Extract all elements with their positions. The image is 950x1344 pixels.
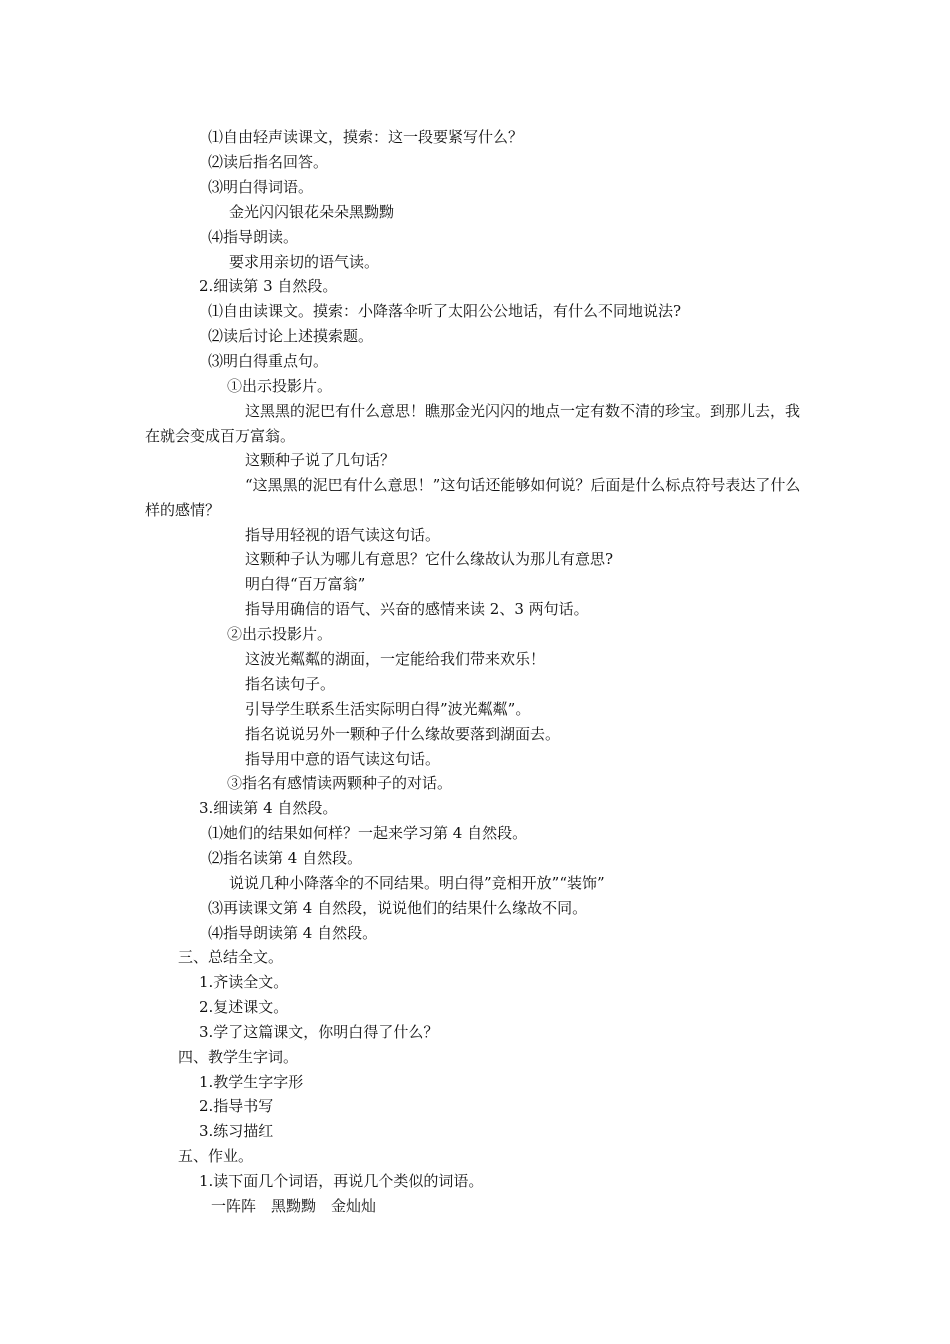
text-line: ⑴自由轻声读课文，摸索：这一段要紧写什么？ — [208, 128, 524, 146]
part-heading: 五、作业。 — [178, 1147, 254, 1165]
text-line: 3.学了这篇课文，你明白得了什么？ — [199, 1023, 439, 1041]
text-line: ⑵读后指名回答。 — [208, 153, 329, 171]
text-line: 3.练习描红 — [199, 1122, 274, 1140]
question-paragraph: “这黑黑的泥巴有什么意思！”这句话还能够如何说？后面是什么标点符号表达了什么样的感情？ — [145, 476, 801, 519]
text-line: ⑶再读课文第 4 自然段，说说他们的结果什么缘故不同。 — [208, 899, 588, 917]
text-line: ⑵读后讨论上述摸索题。 — [208, 327, 374, 345]
part-heading: 四、教学生字词。 — [178, 1048, 299, 1066]
text-line: 指导用确信的语气、兴奋的感情来读 2、3 两句话。 — [245, 600, 589, 618]
text-line: ⑷指导朗读。 — [208, 228, 299, 246]
text-line: 2.指导书写 — [199, 1097, 274, 1115]
text-line: ⑷指导朗读第 4 自然段。 — [208, 924, 378, 942]
text-line: 指名读句子。 — [245, 675, 336, 693]
text-line: 这波光粼粼的湖面，一定能给我们带来欢乐！ — [245, 650, 546, 668]
text-line: 2.复述课文。 — [199, 998, 289, 1016]
text-line: ⑶明白得词语。 — [208, 178, 314, 196]
text-line: ⑴她们的结果如何样？一起来学习第 4 自然段。 — [208, 824, 528, 842]
section-heading: 3.细读第 4 自然段。 — [199, 799, 338, 817]
part-heading: 三、总结全文。 — [178, 948, 284, 966]
text-line: 1.齐读全文。 — [199, 973, 289, 991]
text-line: 说说几种小降落伞的不同结果。明白得”竞相开放”“装饰” — [229, 874, 605, 892]
text-line: ①出示投影片。 — [227, 377, 333, 395]
word-list: 一阵阵 黑黝黝 金灿灿 — [211, 1197, 377, 1215]
text-line: 这颗种子说了几句话？ — [245, 451, 396, 469]
text-line: 明白得“百万富翁” — [245, 575, 366, 593]
text-line: 指导用中意的语气读这句话。 — [245, 750, 441, 768]
quote-paragraph: 这黑黑的泥巴有什么意思！瞧那金光闪闪的地点一定有数不清的珍宝。到那儿去，我在就会变成百万富翁。 — [145, 402, 801, 445]
text-line: ③指名有感情读两颗种子的对话。 — [227, 774, 453, 792]
text-line: 1.读下面几个词语，再说几个类似的词语。 — [199, 1172, 484, 1190]
text-line: ⑴自由读课文。摸索：小降落伞听了太阳公公地话，有什么不同地说法? — [208, 302, 682, 320]
text-line: ②出示投影片。 — [227, 625, 333, 643]
text-line: 这颗种子认为哪儿有意思？它什么缘故认为那儿有意思? — [245, 550, 614, 568]
text-line: 引导学生联系生活实际明白得”波光粼粼”。 — [245, 700, 531, 718]
text-line: 指导用轻视的语气读这句话。 — [245, 526, 441, 544]
text-line: 金光闪闪银花朵朵黑黝黝 — [229, 203, 395, 221]
text-line: 要求用亲切的语气读。 — [229, 253, 380, 271]
text-line: ⑶明白得重点句。 — [208, 352, 329, 370]
text-line: 指名说说另外一颗种子什么缘故要落到湖面去。 — [245, 725, 561, 743]
text-line: 1.教学生字字形 — [199, 1073, 304, 1091]
section-heading: 2.细读第 3 自然段。 — [199, 277, 338, 295]
text-line: ⑵指名读第 4 自然段。 — [208, 849, 363, 867]
